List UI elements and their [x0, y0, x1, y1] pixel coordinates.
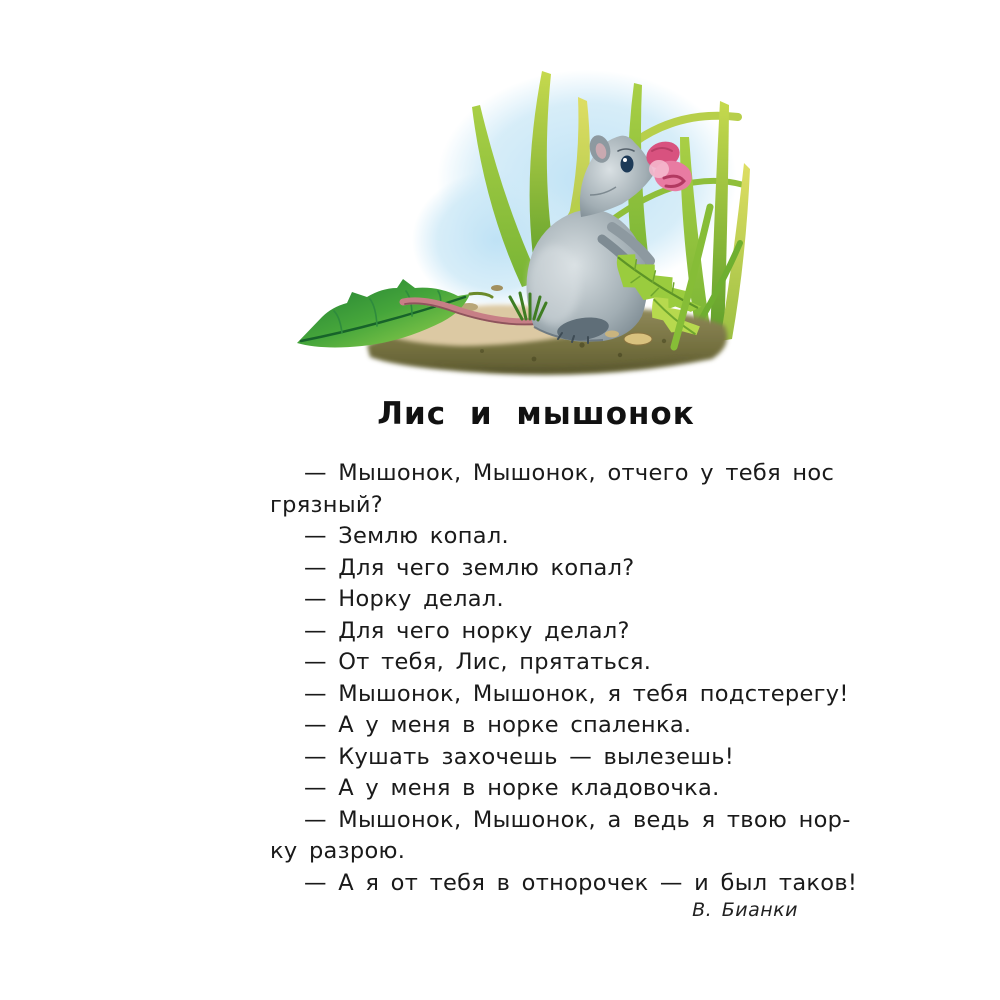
story-line: — Мышонок, Мышонок, я тебя подстерегу! [304, 680, 849, 707]
story-line: — Мышонок, Мышонок, отчего у тебя нос [304, 460, 835, 486]
author-name: В. Бианки [692, 899, 798, 921]
story-line: — А у меня в норке кладовочка. [304, 775, 720, 801]
story-line: — Кушать захочешь — вылезешь! [304, 743, 735, 770]
story-line: — Мышонок, Мышонок, а ведь я твою нор- [304, 806, 851, 833]
story-line: — От тебя, Лис, прятаться. [304, 649, 652, 675]
story-line: — Для чего норку делал? [304, 617, 630, 644]
story-line: — Норку делал. [304, 586, 504, 612]
story-text [270, 458, 858, 899]
story-line: ку разрою. [270, 838, 406, 864]
page-title: Лис и мышонок [377, 396, 695, 432]
story-line: — А у меня в норке спаленка. [304, 712, 692, 738]
story-line: — Для чего землю копал? [304, 554, 635, 581]
story-illustration [282, 45, 752, 380]
story-line: — А я от тебя в отнорочек — и был таков! [304, 869, 858, 896]
story-line: — Землю копал. [304, 523, 509, 549]
story-line: грязный? [270, 491, 384, 518]
